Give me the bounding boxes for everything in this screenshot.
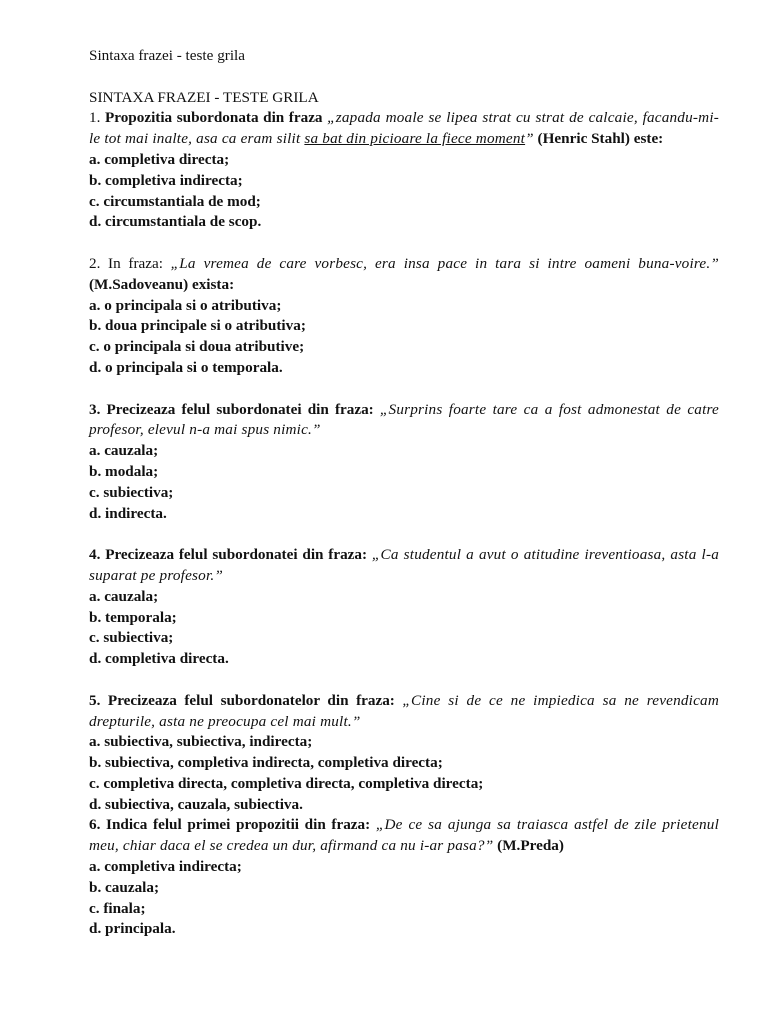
question-2-quote: „La vremea de care vorbesc, era insa pace in tara si intre oameni buna-voire.” — [170, 254, 719, 272]
question-4-options — [89, 587, 719, 670]
question-3 — [89, 400, 719, 525]
question-4-option-d: d. completiva directa. — [89, 650, 229, 668]
question-1-author: (Henric Stahl) — [533, 130, 630, 148]
question-4-option-c: c. subiectiva; — [89, 629, 174, 647]
question-2-author: (M.Sadoveanu) — [89, 275, 189, 293]
question-2-option-b: b. doua principale si o atributiva; — [89, 317, 306, 335]
question-2-option-c: c. o principala si doua atributive; — [89, 338, 305, 356]
question-3-options — [89, 441, 719, 524]
question-1-option-a: a. completiva directa; — [89, 150, 230, 168]
question-1-lead: Propozitia subordonata din fraza — [100, 109, 328, 127]
question-6-lead: 6. Indica felul primei propozitii din fraza: — [89, 816, 376, 834]
question-2-option-d: d. o principala si o temporala. — [89, 358, 283, 376]
question-1-option-d: d. circumstantiala de scop. — [89, 213, 262, 231]
question-3-text — [89, 400, 719, 442]
question-1-option-c: c. circumstantiala de mod; — [89, 192, 261, 210]
question-6-option-b: b. cauzala; — [89, 878, 160, 896]
question-2-option-a: a. o principala si o atributiva; — [89, 296, 282, 314]
question-5 — [89, 691, 719, 816]
question-3-lead: 3. Precizeaza felul subordonatei din fraza: — [89, 400, 380, 418]
question-4 — [89, 545, 719, 670]
question-4-quote: „Ca studentul a avut o atitudine ireventioasa, asta l-a suparat pe profesor.” — [89, 546, 719, 584]
question-1-number: 1. — [89, 109, 101, 127]
question-5-option-a: a. subiectiva, subiectiva, indirecta; — [89, 733, 313, 751]
question-6 — [89, 815, 719, 940]
question-5-quote: „Cine si de ce ne impiedica sa ne revendicam drepturile, asta ne preocupa cel mai mult.” — [89, 691, 719, 730]
question-4-lead: 4. Precizeaza felul subordonatei din fraza: — [89, 546, 372, 564]
question-1-quote-underlined: sa bat din picioare la fiece moment — [304, 130, 526, 148]
question-5-text — [89, 691, 719, 733]
question-4-option-a: a. cauzala; — [89, 587, 159, 605]
question-1-quote-end: ” — [525, 130, 534, 148]
question-6-quote: „De ce sa ajunga sa traiasca astfel de zile prietenul meu, chiar daca el se credea un dur, afirmand ca nu i-ar pasa?” — [89, 816, 719, 855]
question-5-lead: 5. Precizeaza felul subordonatelor din fraza: — [89, 691, 403, 709]
question-6-option-a: a. completiva indirecta; — [89, 858, 242, 876]
question-2-tail: exista: — [188, 275, 235, 293]
question-6-text — [89, 815, 719, 857]
question-5-option-b: b. subiectiva, completiva indirecta, completiva directa; — [89, 754, 443, 772]
question-3-quote: „Surprins foarte tare ca a fost admonestat de catre profesor, elevul n-a mai spus nimic.” — [89, 400, 719, 439]
question-1 — [89, 108, 719, 233]
question-2 — [89, 254, 719, 379]
question-1-options — [89, 150, 719, 233]
question-2-text — [89, 254, 719, 296]
question-2-options — [89, 296, 719, 379]
question-5-options — [89, 732, 719, 815]
question-6-option-c: c. finala; — [89, 899, 146, 917]
question-1-option-b: b. completiva indirecta; — [89, 171, 243, 189]
question-3-option-a: a. cauzala; — [89, 442, 159, 460]
question-3-option-b: b. modala; — [89, 462, 159, 480]
document-page — [89, 46, 719, 940]
question-1-text — [89, 108, 719, 150]
question-5-option-d: d. subiectiva, cauzala, subiectiva. — [89, 795, 303, 813]
question-6-option-d: d. principala. — [89, 920, 176, 938]
question-1-tail: este: — [629, 130, 664, 148]
question-4-text — [89, 545, 719, 587]
document-heading: SINTAXA FRAZEI - TESTE GRILA — [89, 88, 319, 106]
question-4-option-b: b. temporala; — [89, 608, 177, 626]
question-6-author: (M.Preda) — [493, 837, 564, 855]
question-2-lead: 2. In fraza: — [89, 254, 171, 272]
question-1-quote-start: „zapada moale se lipea strat cu strat de calcaie, facandu-mi-le tot mai inalte, asa ca eram silit — [89, 109, 720, 148]
question-5-option-c: c. completiva directa, completiva directa, completiva directa; — [89, 774, 484, 792]
question-6-options — [89, 857, 719, 940]
question-3-option-c: c. subiectiva; — [89, 483, 174, 501]
document-title: Sintaxa frazei - teste grila — [89, 47, 246, 64]
question-3-option-d: d. indirecta. — [89, 504, 167, 522]
